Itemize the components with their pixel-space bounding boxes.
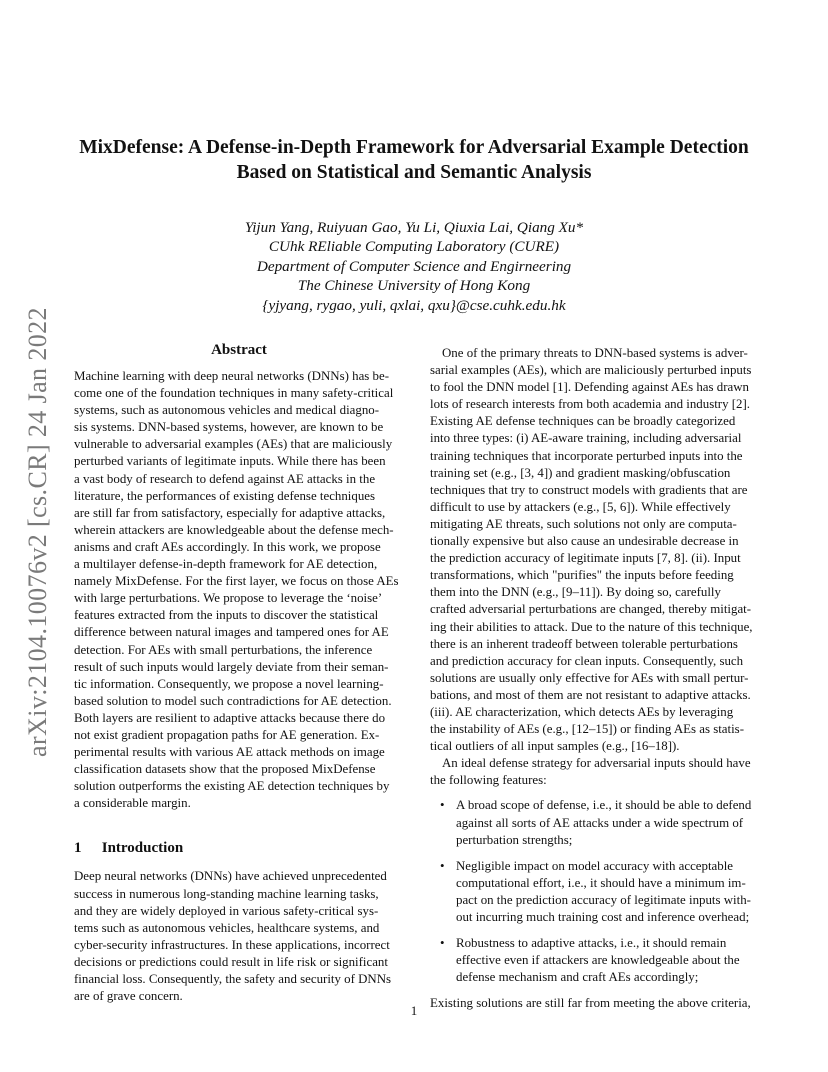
text-line: the following features: <box>430 773 547 788</box>
text-line: transformations, which "purifies" the inputs before feeding <box>430 568 734 583</box>
bullet-item <box>430 858 758 926</box>
text-line: sis systems. DNN-based systems, however, are known to be <box>74 420 384 435</box>
arxiv-identifier-stamp <box>18 292 58 772</box>
text-line: Existing AE defense techniques can be broadly categorized <box>430 414 736 429</box>
text-line: difference between natural images and tampered ones for AE <box>74 625 389 640</box>
affiliation-university: The Chinese University of Hong Kong <box>297 277 531 295</box>
text-line: crafted adversarial perturbations are changed, thereby mitigat- <box>430 602 752 617</box>
bullet-dot-icon: • <box>440 858 445 873</box>
text-line: and prediction accuracy for clean inputs. Consequently, such <box>430 653 744 668</box>
bullet-line: perturbation strengths; <box>456 832 573 847</box>
introduction-body <box>74 868 404 1005</box>
abstract-heading: Abstract <box>211 342 267 358</box>
paper-title <box>60 135 768 185</box>
page-number: 1 <box>410 1003 418 1018</box>
author-emails: {yjyang, rygao, yuli, qxlai, qxu}@cse.cuhk.edu.hk <box>262 296 566 314</box>
bullet-line: computational effort, i.e., it should have a minimum im- <box>456 875 746 890</box>
bullet-dot-icon: • <box>440 798 445 813</box>
text-line: namely MixDefense. For the first layer, we focus on those AEs <box>74 574 399 589</box>
affiliation-lab: CUhk REliable Computing Laboratory (CURE) <box>268 238 560 256</box>
title-line: MixDefense: A Defense-in-Depth Framework for Adversarial Example Detection <box>79 137 749 158</box>
text-line: One of the primary threats to DNN-based systems is adver- <box>442 346 748 360</box>
abstract-body <box>74 368 404 812</box>
text-line: training techniques that incorporate perturbed inputs into the <box>430 448 743 463</box>
text-line: wherein attackers are knowledgeable about the defense mech- <box>74 522 394 537</box>
feature-bullet-list <box>430 797 758 986</box>
text-line: not exist gradient propagation paths for AE generation. Ex- <box>74 727 380 742</box>
text-line: Both layers are resilient to adaptive attacks because there do <box>74 710 386 725</box>
ideal-defense-paragraph <box>430 755 758 789</box>
text-line: them into the DNN (e.g., [9–11]). By doing so, carefully <box>430 585 721 600</box>
text-line: sarial examples (AEs), which are maliciously perturbed inputs <box>430 363 752 378</box>
bullet-line: A broad scope of defense, i.e., it should be able to defend <box>456 798 752 813</box>
section-heading-introduction <box>74 838 404 858</box>
text-line: lots of research interests from both academia and industry [2]. <box>430 397 751 412</box>
text-line: solutions are usually only effective for AEs with small pertur- <box>430 670 749 685</box>
text-line: An ideal defense strategy for adversarial inputs should have <box>442 756 751 771</box>
text-line: techniques that try to construct models with gradients that are <box>430 482 748 497</box>
section-title: Introduction <box>101 840 184 857</box>
text-line: perimental results with various AE attack methods on image <box>74 745 385 760</box>
text-line: tems such as autonomous vehicles, healthcare systems, and <box>74 920 380 935</box>
text-line: are still far from satisfactory, especially for adaptive attacks, <box>74 505 386 520</box>
bullet-item <box>430 797 758 848</box>
text-line: systems, such as autonomous vehicles and medical diagno- <box>74 403 380 418</box>
text-line: (iii). AE characterization, which detects AEs by leveraging <box>430 704 734 719</box>
text-line: vulnerable to adversarial examples (AEs) that are maliciously <box>74 437 393 452</box>
text-line: result of such inputs would largely deviate from their seman- <box>74 659 389 674</box>
text-line: features extracted from the inputs to discover the statistical <box>74 608 379 623</box>
text-line: into three types: (i) AE-aware training, including adversarial <box>430 431 742 446</box>
affiliation-department: Department of Computer Science and Engirneering <box>256 257 572 275</box>
bullet-line: effective even if attackers are knowledgeable about the <box>456 953 740 968</box>
arxiv-identifier-text: arXiv:2104.10076v2 [cs.CR] 24 Jan 2022 <box>23 307 52 757</box>
text-line: perturbed variants of legitimate inputs. While there has been <box>74 454 386 469</box>
title-line: Based on Statistical and Semantic Analysis <box>236 162 592 183</box>
text-line: classification datasets show that the proposed MixDefense <box>74 762 376 777</box>
text-line: training set (e.g., [3, 4]) and gradient masking/obfuscation <box>430 465 731 480</box>
text-line: literature, the performances of existing defense techniques <box>74 488 376 503</box>
text-line: a vast body of research to defend against AE attacks in the <box>74 471 376 486</box>
text-line: Deep neural networks (DNNs) have achieved unprecedented <box>74 869 387 884</box>
text-line: solution outperforms the existing AE detection techniques by <box>74 779 390 794</box>
bullet-line: against all sorts of AE attacks under a wide spectrum of <box>456 815 744 830</box>
text-line: Machine learning with deep neural networks (DNNs) has be- <box>74 369 390 383</box>
text-line: there is an inherent tradeoff between tolerable perturbations <box>430 636 738 651</box>
text-line: Existing solutions are still far from meeting the above criteria, <box>430 996 751 1011</box>
text-line: based solution to model such contradictions for AE detection. <box>74 693 392 708</box>
text-line: tionally expensive but also cause an undesirable decrease in <box>430 534 739 549</box>
text-line: cyber-security infrastructures. In these applications, incorrect <box>74 937 390 952</box>
bullet-item <box>430 935 758 986</box>
bullet-line: Negligible impact on model accuracy with acceptable <box>456 858 734 873</box>
text-line: tic information. Consequently, we propose a novel learning- <box>74 676 384 691</box>
text-line: decisions or predictions could result in life risk or significant <box>74 954 388 969</box>
bullet-line: Robustness to adaptive attacks, i.e., it should remain <box>456 936 727 951</box>
text-line: come one of the foundation techniques in many safety-critical <box>74 386 394 401</box>
text-line: tical outliers of all input samples (e.g., [16–18]). <box>430 739 680 754</box>
author-block <box>150 218 678 315</box>
bullet-line: out incurring much training cost and inference overhead; <box>456 910 750 924</box>
text-line: bations, and most of them are not resistant to adaptive attacks. <box>430 687 751 702</box>
text-line: ing their abilities to attack. Due to the nature of this technique, <box>430 619 753 634</box>
text-line: and they are widely deployed in various safety-critical sys- <box>74 903 379 918</box>
text-line: difficult to use by attackers (e.g., [5, 6]). While effectively <box>430 499 731 514</box>
bullet-dot-icon: • <box>440 936 445 951</box>
section-number: 1 <box>74 840 82 857</box>
right-column <box>430 345 758 1012</box>
text-line: with large perturbations. We propose to leverage the ‘noise’ <box>74 591 383 606</box>
text-line: to fool the DNN model [1]. Defending against AEs has drawn <box>430 380 749 395</box>
text-line: the instability of AEs (e.g., [12–15]) or finding AEs as statis- <box>430 722 744 737</box>
left-column <box>74 340 404 1005</box>
text-line: anisms and craft AEs accordingly. In this work, we propose <box>74 539 381 554</box>
bullet-line: pact on the prediction accuracy of legitimate inputs with- <box>456 892 751 907</box>
text-line: success in numerous long-standing machine learning tasks, <box>74 886 379 901</box>
text-line: are of grave concern. <box>74 989 183 1004</box>
text-line: mitigating AE threats, such solutions not only are computa- <box>430 516 737 531</box>
text-line: a multilayer defense-in-depth framework for AE detection, <box>74 557 378 572</box>
author-names: Yijun Yang, Ruiyuan Gao, Yu Li, Qiuxia Lai, Qiang Xu* <box>244 219 584 236</box>
text-line: the prediction accuracy of legitimate inputs [7, 8]. (ii). Input <box>430 551 741 566</box>
text-line: a considerable margin. <box>74 796 191 811</box>
bullet-line: defense mechanism and craft AEs accordingly; <box>456 970 699 985</box>
text-line: financial loss. Consequently, the safety and security of DNNs <box>74 972 392 986</box>
text-line: detection. For AEs with small perturbations, the inference <box>74 642 373 657</box>
threats-paragraph <box>430 345 758 755</box>
